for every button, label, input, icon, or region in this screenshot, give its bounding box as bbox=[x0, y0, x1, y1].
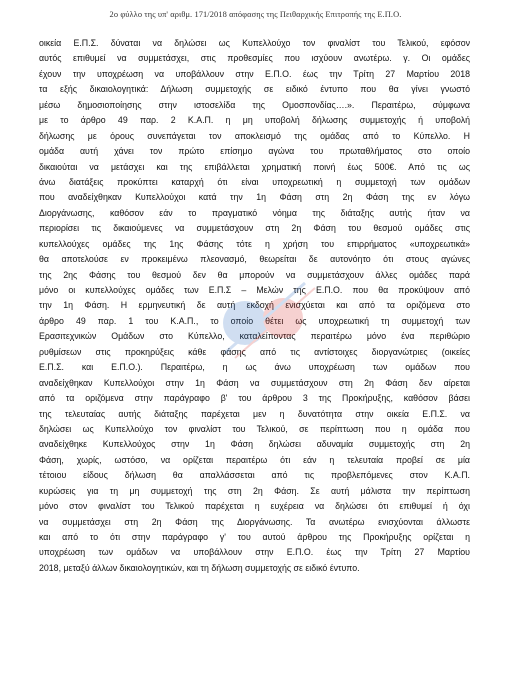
body-line: να συμμετάσχει στη 2η Φάση της Διοργάνωσης. Τα ανωτέρω ενισχύονται άλλωστε bbox=[39, 516, 470, 527]
document-body bbox=[39, 36, 470, 576]
body-line: δικαιούται να μετάσχει και της επιβάλλεται χρηματική ποινή έως 500€. Από τις ως bbox=[39, 161, 470, 172]
body-line: της τελευταίας αυτής διάταξης παρέχεται μεν η δυνατότητα στην οικεία Ε.Π.Σ. να bbox=[39, 408, 470, 419]
body-line: αυτός επιθυμεί να συμμετάσχει, στις προθεσμίες που ισχύουν ανωτέρω. γ. Οι ομάδες bbox=[39, 53, 470, 64]
body-line: μόνο οι κυπελλούχες ομάδες των Ε.Π.Σ – Μελών της Ε.Π.Ο. που θα προκύψουν από bbox=[39, 285, 470, 295]
body-line: που αναδείχθηκαν Κυπελλούχοι κατά την 1η Φάση στη 2η Φάση της εν λόγω bbox=[39, 192, 470, 203]
body-line: κυπελλούχες ομάδες της 1ης Φάσης τότε η χρήση του επιρρήματος «υποχρεωτικά» bbox=[39, 238, 470, 249]
body-line: άνω διατάξεις προκύπτει καταρχή ότι είναι υποχρεωτική η συμμετοχή των ομάδων bbox=[39, 176, 470, 187]
body-line: οικεία Ε.Π.Σ. δύναται να δηλώσει ως Κυπελλούχο τον φιναλίστ του Τελικού, εφόσον bbox=[39, 38, 470, 48]
body-line: έχουν την υποχρέωση να υποβάλλουν στην Ε.Π.Ο. έως την Τρίτη 27 Μαρτίου 2018 bbox=[39, 68, 470, 79]
body-line: από τα οριζόμενα στην παράγραφο β' του άρθρου 3 της Προκήρυξης, καθόσον βάσει bbox=[39, 393, 470, 404]
body-line: ομάδα αυτή χάνει τον πρώτο επίσημο αγώνα του πρωταθλήματος στο οποίο bbox=[39, 146, 470, 157]
body-line: της 2ης Φάσης του θεσμού δεν θα μπορούν να συμμετάσχουν άλλες ομάδες παρά bbox=[39, 269, 470, 280]
body-line: δηλώσει ως Κυπελλούχο τον φιναλίστ του Τελικού, σε περίπτωση που η ομάδα που bbox=[39, 423, 470, 434]
body-line: θα αποτελούσε εν προκειμένω πλεονασμό, θεωρείται δε αυτονόητο ότι στους αγώνες bbox=[39, 254, 470, 265]
page-header: 2ο φύλλο της υπ' αριθμ. 171/2018 απόφασης της Πειθαρχικής Επιτροπής της Ε.Π.Ο. bbox=[109, 10, 402, 19]
body-line: τα εξής δικαιολογητικά: Δήλωση συμμετοχής σε ειδικό έντυπο που θα γίνει γνωστό bbox=[39, 84, 470, 95]
body-line: τέτοιου είδους δήλωση θα απαλλάσσεται από τις προβλεπόμενες στον Κ.Α.Π. bbox=[39, 470, 470, 481]
body-line: κυρώσεις για τη μη συμμετοχή της στη 2η Φάση. Σε αυτή μάλιστα την περίπτωση bbox=[39, 485, 470, 496]
body-line: άρθρο 49 παρ. 1 του Κ.Α.Π., το οποίο θέτει ως υποχρεωτική τη συμμετοχή των bbox=[39, 315, 470, 326]
body-line: ρυθμίσεων στις προκηρύξεις κάθε φάσης από τις αντίστοιχες διοργανώτριες (οικείες bbox=[39, 346, 470, 357]
body-line: αναδείχθηκε Κυπελλούχος στην 1η Φάση δηλώσει αδυναμία συμμετοχής στη 2η bbox=[39, 439, 470, 450]
body-line: την 1η Φάση. Η ερμηνευτική δε αυτή εκδοχή ενισχύεται και από τα οριζόμενα στο bbox=[39, 300, 470, 311]
body-line: και από το ότι στην παράγραφο γ' του αυτού άρθρου της Προκήρυξης ορίζεται η bbox=[39, 532, 470, 542]
body-line: Ερασιτεχνικών Ομάδων στο Κύπελλο, καταλείποντας περαιτέρω μόνο ένα περιθώριο bbox=[39, 331, 470, 342]
body-line: αναδείχθηκαν Κυπελλούχοι στην 1η Φάση να συμμετάσχουν στη 2η Φάση δεν αίρεται bbox=[39, 377, 470, 388]
body-line: υποχρέωση των ομάδων να υποβάλλουν στην Ε.Π.Ο. έως την Τρίτη 27 Μαρτίου bbox=[39, 547, 470, 558]
body-line: δήλωσης με όρους συνεπάγεται τον αποκλεισμό της ομάδας από το Κύπελλο. Η bbox=[39, 130, 470, 141]
body-line: Διοργάνωσης, καθόσον εάν το πραγματικό νόημα της διάταξης αυτής ήταν να bbox=[39, 207, 470, 218]
body-line: μόνο στον φιναλίστ του Τελικού παρέχεται η ευχέρεια να δηλώσει ότι επιθυμεί ή όχι bbox=[39, 501, 470, 512]
body-line: περιορίσει τις δικαιούμενες να συμμετάσχουν στη 2η Φάση του θεσμού ομάδες στις bbox=[39, 223, 470, 234]
body-line: Ε.Π.Σ. και Ε.Π.Ο.). Περαιτέρω, η ως άνω υποχρέωση των ομάδων που bbox=[39, 362, 470, 373]
body-line: με το άρθρο 49 παρ. 2 Κ.Α.Π. η μη υποβολή δήλωσης συμμετοχής ή υποβολή bbox=[39, 115, 470, 126]
body-line: μέσω δημοσιοποίησης στην ιστοσελίδα της Ομοσπονδίας….». Περαιτέρω, σύμφωνα bbox=[39, 99, 470, 110]
body-line: 2018, μεταξύ άλλων δικαιολογητικών, και τη δήλωση συμμετοχής σε ειδικό έντυπο. bbox=[39, 562, 360, 573]
body-line: Φάση, χωρίς, ωστόσο, να ορίζεται περαιτέρω ότι εάν η τελευταία προβεί σε μία bbox=[39, 454, 470, 465]
